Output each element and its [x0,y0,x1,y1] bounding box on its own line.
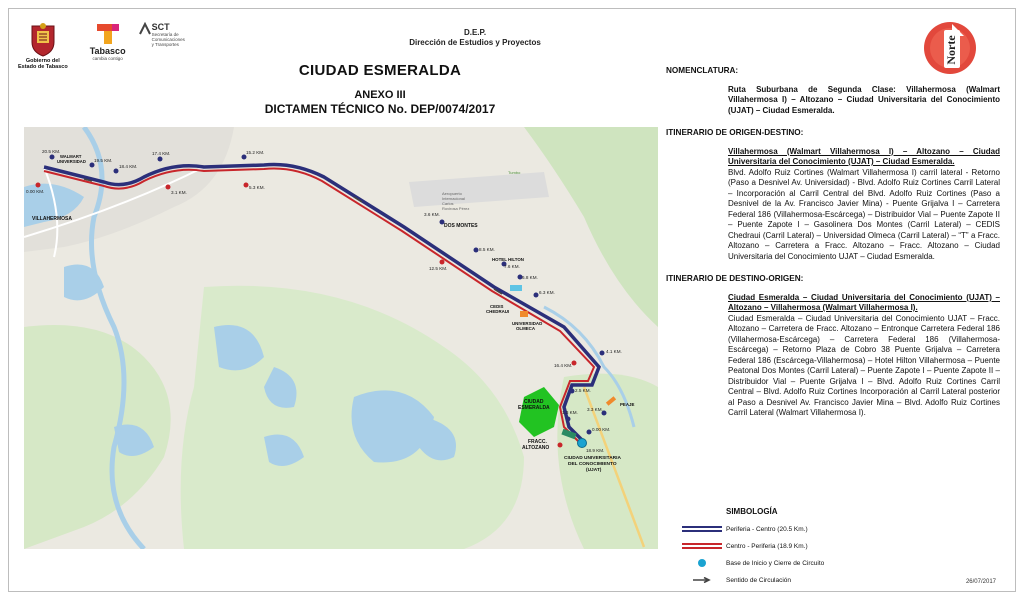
dep-line-1: D.E.P. [463,28,487,37]
km-label: 3.1 KM. [171,190,187,195]
place-label: ALTOZANO [522,445,550,451]
km-label: 2.5 KM. [575,388,591,393]
km-label: 20.5 KM. [42,149,61,154]
km-label: 19.5 KM. [94,158,113,163]
compass-label: Norte [944,35,958,65]
km-label: 6.3 KM. [539,290,555,295]
page-title: CIUDAD ESMERALDA [298,62,462,79]
legend [682,507,932,590]
place-label: DOS MONTES [444,223,478,229]
km-label: 8.5 KM. [479,247,495,252]
sct-sub-3: y Transportes [151,42,179,47]
dep-line-2: Dirección de Estudios y Proyectos [409,38,541,47]
place-label: CIUDAD UNIVERSITARIA [564,456,621,461]
km-label: 3.6 KM. [424,212,440,217]
dep-header [380,28,570,48]
km-label: 1.3 KM. [562,410,578,415]
universidad-facility [520,311,528,317]
place-label: UNIVERSIDAD [57,159,86,164]
place-label: DEL CONOCIMIENTO [568,462,617,467]
coat-of-arms-icon [28,22,58,58]
km-label: 0.00 KM. [26,189,45,194]
route-map [24,127,658,549]
place-label: PEAJE [620,402,635,407]
base-circle-icon [697,558,707,568]
origen-heading: ITINERARIO DE ORIGEN-DESTINO: [666,128,804,137]
destino-heading: ITINERARIO DE DESTINO-ORIGEN: [666,274,804,283]
legend-label: Base de Inicio y Cierre de Circuito [726,559,825,567]
sct-logo [138,22,185,47]
airport-label: Rovirosa Pérez [442,206,470,211]
nomenclatura-text: Ruta Suburbana de Segunda Clase: Villahermosa (Walmart Villahermosa I) – Altozano – Ciudad Universitaria del Conocimiento (UJAT) – Ciudad Esmeralda. [728,84,1000,115]
km-label: 17.4 KM. [152,151,171,156]
place-label: UNIVERSIDAD [512,321,543,326]
airport-label: Aeropuerto [442,191,462,196]
place-label: WALMART [60,154,82,159]
direction-arrow-icon [692,577,712,583]
airport-label: Internacional [442,196,465,201]
legend-label: Centro - Periferia (18.9 Km.) [726,542,808,550]
place-label: FRACC. [528,439,547,445]
place-label: HOTEL HILTON [492,257,524,262]
cedis-facility [510,285,522,291]
gobierno-label-1: Gobierno del [25,58,60,64]
place-label: ESMERALDA [518,405,550,411]
airport-label: Carlos [442,201,454,206]
km-label: 7.6 KM. [504,264,520,269]
km-label: 18.9 KM. [586,448,605,453]
place-label: CHEDRAUI [486,309,510,314]
km-label: 5.3 KM. [249,185,265,190]
blue-route-swatch-icon [682,526,722,532]
destino-route-title: Ciudad Esmeralda – Ciudad Universitaria del Conocimiento (UJAT) – Altozano – Villahermosa (Walmart Villahermosa I). [728,292,1000,312]
legend-label: Sentido de Circulación [726,576,792,584]
place-label: CIUDAD [524,399,544,405]
tabasco-logo [90,22,126,61]
destino-route-text: Ciudad Esmeralda – Ciudad Universitaria del Conocimiento UJAT – Fracc. Altozano – Carretera de Fracc. Altozano – Entronque Carretera Federal 186 (Villahermosa-Escárcega) – Carretera Federal 186 (Villahermosa-Escárcega) – Retorno Plaza de Cobro 38 Puente Grijalva – Carretera Federal 186 (Escárcega-Villahermosa) – Hotel Hilton Villahermosa – Puente Peatonal Dos Montes (Carril Lateral) – Puente Zapote I – Puente Zapote II – Distribuidor Vial – Puente Grijalva I – Blvd. Adolfo Ruiz Cortines Carril Central – Blvd. Adolfo Ruiz Cortines Incorporación al Carril Lateral posterior al Paso a Desnivel Av. Francisco Javier Mina – Blvd. Adolfo Ruiz Cortines Carril Lateral (Walmart Villahermosa I). [728,313,1000,417]
destino-block [728,293,1000,419]
base-marker [578,439,587,448]
gobierno-logo [18,22,68,70]
legend-item [682,556,932,570]
red-route-swatch-icon [682,543,722,549]
legend-item [682,539,932,553]
km-label: 4.1 KM. [606,349,622,354]
title-block [225,62,535,116]
nomenclatura-heading: NOMENCLATURA: [666,66,739,75]
origen-route-title: Villahermosa (Walmart Villahermosa I) – Altozano – Ciudad Universitaria del Conocimiento (UJAT) – Ciudad Esmeralda. [728,146,1000,166]
km-label: 3.3 KM. [587,407,603,412]
legend-item [682,573,932,587]
origen-block [728,147,1000,263]
km-label: 0.00 KM. [592,427,611,432]
sct-label: SCT [151,22,170,32]
km-label: 6.8 KM. [522,275,538,280]
annex-title: ANEXO III [354,89,406,101]
dictamen-title: DICTAMEN TÉCNICO No. DEP/0074/2017 [264,102,496,116]
km-label: 15.2 KM. [246,150,265,155]
place-label: Tumbo [508,170,521,175]
km-label: 16.4 KM. [554,363,573,368]
sct-sub-1: Secretaría de [151,32,179,37]
route-description-panel [666,66,1000,419]
legend-item [682,522,932,536]
legend-label: Periferia - Centro (20.5 Km.) [726,525,808,533]
place-label: (UJAT) [586,468,602,473]
place-label: VILLAHERMOSA [32,216,72,222]
sct-sub-2: Comunicaciones [151,37,185,42]
sct-icon [138,22,152,36]
legend-title: SIMBOLOGÍA [726,507,778,516]
tabasco-t-icon [95,22,121,46]
logo-group [18,22,185,70]
origen-route-text: Blvd. Adolfo Ruiz Cortines (Walmart Villahermosa I) carril lateral - Retorno (Paso a Desnivel Av. Universidad) - Blvd. Adolfo Ruiz Cortines Carril Lateral – Incorporación al Carril Central del Blvd. Adolfo Ruiz Cortines (Paso a Desnivel de la Av. Francisco Javier Mina) - Puente Grijalva I – Carretera Federal 186 (Villahermosa-Escárcega) – Distribuidor Vial – Puente Zapote II – Puente Zapote I – Gasolinera Dos Montes (Carril Lateral) – CEDIS Chedraui (Carril Lateral) – Universidad Olmeca (Carril Lateral) – “T” a Fracc. Altozano – Carretera a Fracc. Altozano – Fracc. Altozano – Ciudad Universitaria del Conocimiento UJAT – Ciudad Esmeralda. [728,167,1000,261]
document-date: 26/07/2017 [965,579,996,585]
km-label: 12.5 KM. [429,266,448,271]
gobierno-label-2: Estado de Tabasco [18,64,68,70]
place-label: CEDIS [490,304,504,309]
place-label: OLMECA [516,326,536,331]
km-label: 18.4 KM. [119,164,138,169]
tabasco-sub: cambia contigo [92,56,123,61]
tabasco-label: Tabasco [89,46,126,56]
